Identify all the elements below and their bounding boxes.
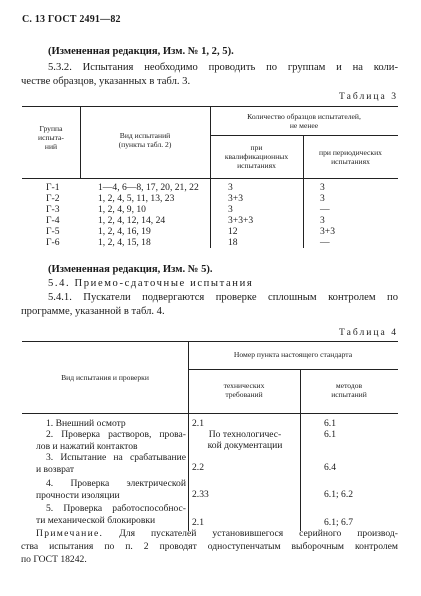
table-cell: 6.4: [324, 462, 336, 473]
table-row-continuation: ти механической блокировки: [36, 515, 156, 526]
paragraph-line: 5.3.2. Испытания необходимо проводить по группам и на коли-: [48, 62, 398, 73]
table-cell: 2.2: [192, 462, 204, 473]
edit-note: (Измененная редакция, Изм. № 5).: [48, 264, 213, 275]
paragraph-line: 5.4.1. Пускатели подвергаются проверке сплошным контролем по: [48, 292, 398, 303]
table-cell: 2.1: [192, 517, 204, 528]
table-row: Г-2 1, 2, 4, 5, 11, 13, 23 3+3 3: [46, 193, 325, 204]
column-header-sample-count: Количество образцов испытателей, не менее: [247, 112, 361, 130]
table-row: Г-6 1, 2, 4, 15, 18 18 —: [46, 237, 330, 248]
table-cell: 6.1: [324, 429, 336, 440]
table-cell: По технологичес- кой документации: [207, 429, 283, 451]
section-heading: [48, 277, 253, 290]
note-line: по ГОСТ 18242.: [21, 554, 87, 565]
note-line: ства испытания по п. 2 проводят одноступенчатым выборочным контролем: [21, 541, 398, 552]
table-row: 4. Проверка электрической: [46, 478, 186, 489]
page-header: С. 13 ГОСТ 2491—82: [22, 14, 121, 25]
table-cell: 6.1: [324, 418, 336, 429]
table-row: Г-3 1, 2, 4, 9, 10 3 —: [46, 204, 330, 215]
column-header-tech-requirements: технических требований: [223, 381, 265, 399]
table-row: 2. Проверка растворов, прова-: [46, 429, 186, 440]
table-row: 5. Проверка работоспособнос-: [46, 503, 186, 514]
table-caption: Таблица 3: [338, 91, 398, 102]
paragraph-line: честве образцов, указанных в табл. 3.: [21, 76, 191, 87]
table-row: Г-1 1—4, 6—8, 17, 20, 21, 22 3 3: [46, 182, 325, 193]
column-header-test-methods: методов испытаний: [331, 381, 367, 399]
table-row-continuation: лов и нажатий контактов: [36, 441, 138, 452]
table-row: Г-5 1, 2, 4, 16, 19 12 3+3: [46, 226, 336, 237]
column-header-qualification: при квалификационных испытаниях: [224, 143, 289, 170]
table-cell: 6.1; 6.2: [324, 489, 354, 500]
column-header-test-type: Вид испытаний (пункты табл. 2): [118, 131, 172, 149]
table-row: Г-4 1, 2, 4, 12, 14, 24 3+3+3 3: [46, 215, 325, 226]
note-line: [36, 528, 398, 539]
column-header-standard-point: Номер пункта настоящего стандарта: [233, 350, 353, 359]
section-heading-text: 5.4. Приемо-сдаточные испытания: [48, 278, 254, 289]
edit-note: (Измененная редакция, Изм. № 1, 2, 5).: [48, 46, 234, 57]
table-body: [22, 182, 398, 248]
table-caption: Таблица 4: [338, 327, 398, 338]
paragraph-line: программе, указанной в табл. 4.: [21, 306, 165, 317]
table-cell: 2.1: [192, 418, 204, 429]
note-label: Примечание.: [36, 528, 104, 539]
column-header-periodic: при периодических испытаниях: [319, 148, 382, 166]
note-text: Для пускателей установившегося серийного производ-: [119, 528, 398, 539]
table-row: 1. Внешний осмотр: [46, 418, 126, 429]
column-header-group: Группа испыта- ний: [38, 124, 64, 151]
table-cell: 6.1; 6.7: [324, 517, 354, 528]
table-row-continuation: и возврат: [36, 464, 75, 475]
table-row-continuation: прочности изоляции: [36, 490, 120, 501]
table-cell: 2.33: [192, 489, 209, 500]
column-header-test-type: Вид испытания и проверки: [61, 373, 149, 382]
table-row: 3. Испытание на срабатывание: [46, 452, 186, 463]
